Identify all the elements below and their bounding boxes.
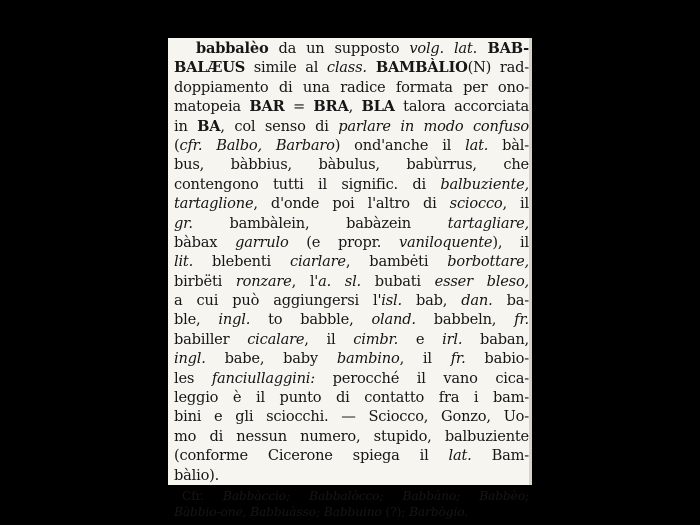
text-run: class. (326, 59, 367, 77)
cross-reference-line (174, 504, 529, 520)
text-run: ingl. (174, 350, 206, 368)
text-run: esser bleso, (434, 272, 530, 290)
text-run: babe, baby (205, 350, 337, 368)
entry-text-line (174, 214, 529, 233)
text-run: bambino (336, 350, 400, 368)
text-run: vaniloquente (399, 233, 493, 251)
text-run: bus, bàbbius, bàbulus, babùrrus, che (174, 156, 529, 174)
entry-text-line (174, 427, 529, 446)
text-run: , il (304, 330, 354, 348)
entry-text-line (174, 97, 529, 116)
text-run: BAMBÀLIO (366, 59, 468, 77)
text-run: volg. lat. (409, 40, 478, 57)
entry-text-line (174, 117, 529, 136)
text-run: babbeln, (415, 311, 515, 329)
text-run: BLA (361, 98, 395, 116)
headword: babbalèo (196, 40, 269, 57)
entry-text-line (174, 39, 529, 58)
text-run: ble, (174, 311, 219, 329)
text-run: ( (174, 136, 180, 154)
entry-text-line (174, 252, 529, 271)
text-run: BALÆUS (174, 59, 246, 77)
text-run: , il (399, 350, 451, 368)
text-run: bambàlein, babàzein (192, 214, 448, 232)
text-run: sciocco (449, 195, 503, 213)
text-run: mo di nessun numero, stupido, balbuziente (174, 427, 529, 445)
text-run: birbëti (174, 272, 236, 290)
text-run: ingl. (218, 311, 251, 329)
entry-text-line (174, 310, 529, 329)
text-run: bab, (401, 292, 462, 310)
text-run: babiller (174, 330, 248, 348)
entry-text-line (174, 349, 529, 368)
cross-reference-line (174, 488, 529, 504)
text-run: lit. (174, 253, 194, 271)
entry-text-line (174, 78, 529, 97)
text-run: (conforme Cicerone spiega il (174, 447, 449, 465)
text-run: bini e gli sciocchi. — Sciocco, Gonzo, Uo- (174, 408, 529, 426)
entry-text-line (174, 388, 529, 407)
entry-text-line (174, 194, 529, 213)
text-run: borbottare, (447, 253, 529, 271)
text-run: ronzare (235, 272, 292, 290)
text-run: ba- (492, 292, 529, 310)
entry-text-line (174, 407, 529, 426)
text-run: Cfr. (182, 488, 223, 503)
entry-text-line (174, 330, 529, 349)
text-run: tartagliare, (447, 214, 529, 232)
text-run: = (284, 98, 314, 116)
text-run: tartaglione (174, 195, 254, 213)
text-run: doppiamento di una radice formata per ono- (174, 78, 529, 96)
text-run: a cui può aggiungersi l' (174, 292, 382, 310)
text-run: cfr. Balbo, Barbaro (179, 136, 335, 154)
text-run: (N) rad- (467, 59, 529, 77)
text-run: dan. (461, 292, 493, 310)
entry-text-line (174, 291, 529, 310)
text-run: isl. (381, 292, 402, 310)
text-run: lat. (465, 136, 489, 154)
text-run: ) ond'anche il (334, 136, 466, 154)
text-run: parlare in modo confuso (338, 117, 529, 135)
text-run: , col senso di (220, 117, 339, 135)
text-run: , d'onde poi l'altro di (253, 195, 450, 213)
text-run: lat. (448, 447, 472, 465)
entry-text-line (174, 272, 529, 291)
text-run: Babbàccio; Babbalòcco; Babbàno; Babbèo; (222, 488, 529, 503)
text-run: Barbògio. (409, 504, 469, 519)
text-run: matopeia (174, 98, 250, 116)
text-run: balbuziente, (440, 175, 529, 193)
text-run: contengono tutti il signific. di (174, 175, 441, 193)
text-run: bubati (361, 272, 435, 290)
entry-text-line (174, 58, 529, 77)
text-run: ), il (492, 233, 529, 251)
dictionary-entry (174, 39, 529, 520)
text-run: a. sl. (318, 272, 362, 290)
text-run: BA (197, 117, 221, 135)
text-run: Bàbbio-one, Babbuàsso; Babbuino (174, 504, 382, 519)
text-run: (?); (381, 504, 410, 519)
text-run: to babble, (250, 311, 372, 329)
text-run: fr. (450, 350, 466, 368)
text-run: perocché il vano cica- (314, 369, 529, 387)
text-run: (e propr. (288, 233, 400, 251)
text-run: cimbr. (353, 330, 399, 348)
text-run: bàlio). (174, 466, 220, 484)
text-run: leggio è il punto di contatto fra i bam- (174, 389, 529, 407)
entry-text-line (174, 446, 529, 465)
text-run: irl. (442, 330, 463, 348)
text-run: ciarlare (289, 253, 346, 271)
text-run: gr. (174, 214, 193, 232)
text-run: fr. (514, 311, 529, 329)
entry-text-line (174, 466, 529, 485)
text-run: bàbax (174, 233, 236, 251)
entry-text-line (174, 136, 529, 155)
text-run: BAB- (477, 40, 529, 57)
text-run: fanciullaggini: (211, 369, 315, 387)
entry-text-line (174, 175, 529, 194)
entry-text-line (174, 369, 529, 388)
text-run: e (398, 330, 443, 348)
text-run: da un supposto (278, 40, 410, 57)
text-run: , il (502, 195, 529, 213)
page-edge (529, 38, 532, 485)
text-run: simile al (245, 59, 327, 77)
text-run: babio- (465, 350, 530, 368)
text-run: oland. (371, 311, 416, 329)
text-run: talora accorciata (394, 98, 529, 116)
text-run: BRA (313, 98, 349, 116)
text-run: in (174, 117, 198, 135)
text-run: , l' (291, 272, 319, 290)
text-run: , bambėti (345, 253, 448, 271)
text-run: BAR (249, 98, 285, 116)
text-run: bàl- (488, 136, 530, 154)
entry-text-line (174, 155, 529, 174)
text-run: les (174, 369, 212, 387)
text-run: Bam- (471, 447, 529, 465)
text-run: cicalare (247, 330, 305, 348)
text-run: blebenti (193, 253, 290, 271)
text-run: baban, (462, 330, 529, 348)
dictionary-page (168, 38, 532, 519)
entry-text-line (174, 233, 529, 252)
text-run: , (348, 98, 362, 116)
text-run: garrulo (235, 233, 289, 251)
